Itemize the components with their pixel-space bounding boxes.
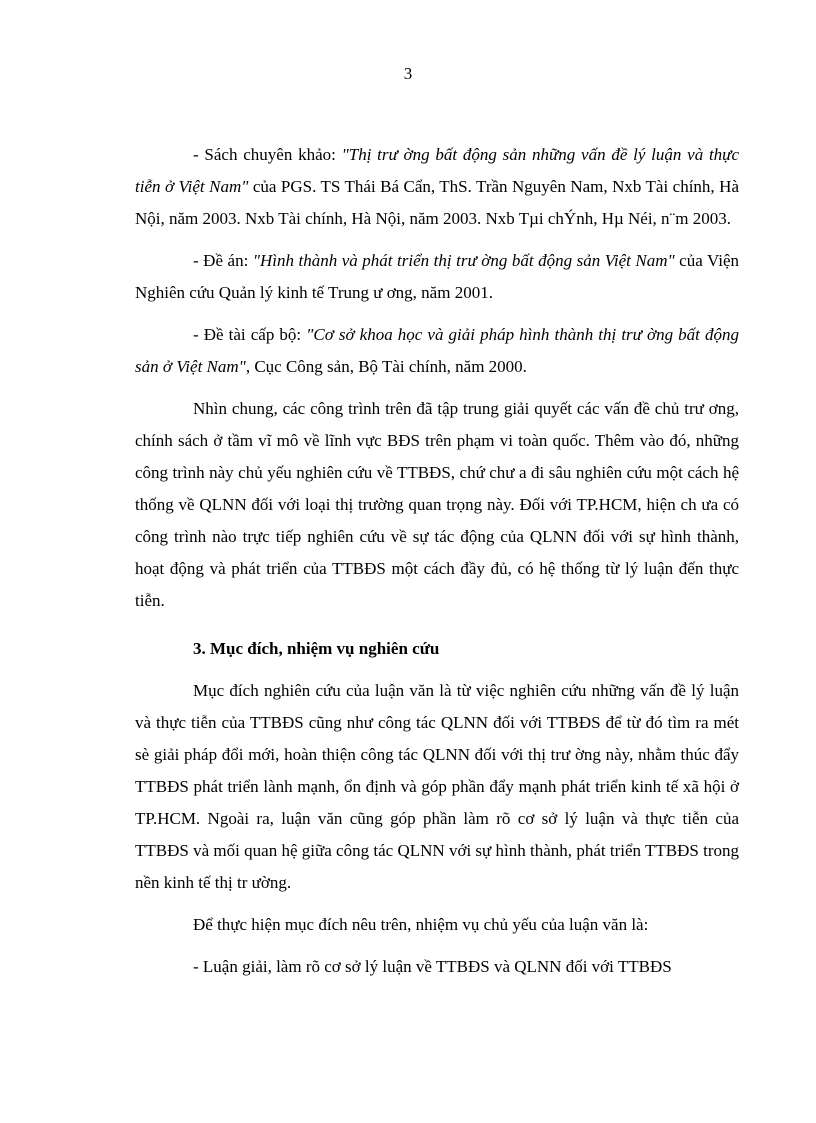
page-number: 3 (403, 64, 413, 83)
reference-prefix: - Sách chuyên khảo: (193, 145, 342, 164)
overview-paragraph: Nhìn chung, các công trình trên đã tập trung giải quyết các vấn đề chủ trư ơng, chính sách ở tầm vĩ mô về lĩnh vực BĐS trên phạm vi toàn quốc. Thêm vào đó, những công trình này chủ yếu nghiên cứu về TTBĐS, chứ chư a đi sâu nghiên cứu một cách hệ thống về QLNN đối với loại thị trường quan trọng này. Đối với TP.HCM, hiện ch ưa có công trình nào trực tiếp nghiên cứu về sự tác động của QLNN đối với sự hình thành, hoạt động và phát triển của TTBĐS một cách đầy đủ, có hệ thống từ lý luận đến thực tiễn. (135, 399, 739, 610)
reference-title: "Thị trư ờng bất động sản những vấn đề lý luận và thực tiễn ở Việt Nam" (135, 145, 739, 196)
reference-details: của Viện Nghiên cứu Quản lý kinh tế Trung ư ơng, năm 2001. (135, 251, 740, 302)
task-item-1: - Luận giải, làm rõ cơ sở lý luận về TTBĐS và QLNN đối với TTBĐS (193, 957, 672, 976)
tasks-intro-paragraph: Để thực hiện mục đích nêu trên, nhiệm vụ chủ yếu của luận văn là: (193, 915, 649, 934)
reference-prefix: - Đề tài cấp bộ: (193, 325, 307, 344)
reference-item-1 (135, 139, 739, 235)
section-heading: 3. Mục đích, nhiệm vụ nghiên cứu (193, 639, 440, 658)
reference-title: "Hình thành và phát triển thị trư ờng bất động sản Việt Nam" (252, 251, 675, 270)
document-body (135, 139, 739, 983)
reference-prefix: - Đề án: (193, 251, 253, 270)
reference-details: của PGS. TS Thái Bá Cẩn, ThS. Trần Nguyên Nam, Nxb Tài chính, Hà Nội, năm 2003. Nxb Tài chính, Hà Nội, năm 2003. Nxb Tµi chÝnh, Hµ Néi, n¨m 2003. (135, 177, 739, 228)
reference-details: , Cục Công sản, Bộ Tài chính, năm 2000. (245, 357, 527, 376)
reference-title: "Cơ sở khoa học và giải pháp hình thành thị trư ờng bất động sản ở Việt Nam" (135, 325, 739, 376)
reference-item-3 (135, 319, 739, 383)
reference-item-2 (135, 245, 739, 309)
purpose-paragraph: Mục đích nghiên cứu của luận văn là từ việc nghiên cứu những vấn đề lý luận và thực tiễn của TTBĐS cũng như công tác QLNN đối với TTBĐS để từ đó tìm ra mét sè giải pháp đổi mới, hoàn thiện công tác QLNN đối với thị trư ờng này, nhằm thúc đẩy TTBĐS phát triển lành mạnh, ổn định và góp phần đẩy mạnh phát triển kinh tế xã hội ở TP.HCM. Ngoài ra, luận văn cũng góp phần làm rõ cơ sở lý luận và thực tiễn của TTBĐS và mối quan hệ giữa công tác QLNN với sự hình thành, phát triển TTBĐS trong nền kinh tế thị tr ường. (135, 681, 739, 892)
